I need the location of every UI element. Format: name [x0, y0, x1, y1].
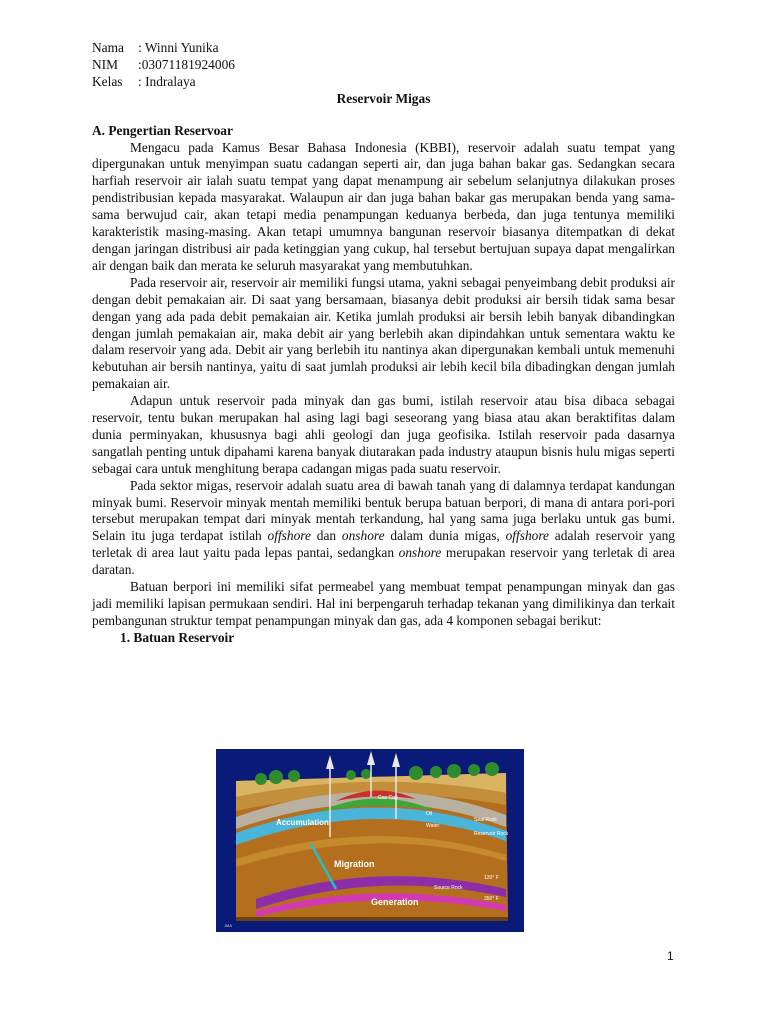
- document-title: Reservoir Migas: [336, 90, 431, 106]
- paragraph-3: Adapun untuk reservoir pada minyak dan gas bumi, istilah reservoir atau bisa dibaca sebagai reservoir, tentu bukan merupakan hal asing lagi bagi seseorang yang biasa atau akan beraktifitas dalam dunia perminyakan, khususnya bagi ahli geologi dan juga geofisika. Istilah reservoir pada dasarnya sangatlah penting untuk dipahami karena banyak diutarakan pada industry ataupun bisnis hulu migas seperti sebagai cara untuk menghitung berapa cadangan migas pada suatu reservoir.: [92, 393, 675, 476]
- section-heading: A. Pengertian Reservoar: [92, 122, 233, 138]
- paragraph-4: Pada sektor migas, reservoir adalah suatu area di bawah tanah yang di dalamnya terdapat kandungan minyak bumi. Reservoir minyak mentah memiliki bentuk berupa batuan berpori, di mana di antara pori-pori tersebut merupakan tempat dari minyak mentah terkandung, hal yang sama juga berlaku untuk gas bumi. Selain itu juga terdapat istilah offshore dan onshore dalam dunia migas, offshore adalah reservoir yang terletak di area laut yaitu pada lepas pantai, sedangkan onshore merupakan reservoir yang terletak di area daratan.: [92, 477, 675, 578]
- header-nim-row: [92, 57, 675, 74]
- label-generation: Generation: [371, 897, 419, 907]
- term-onshore: onshore: [398, 545, 442, 561]
- header-name-row: [92, 40, 675, 57]
- header-name-value: : Winni Yunika: [138, 40, 219, 55]
- label-reservoir-rock: Reservoir Rock: [474, 831, 509, 837]
- header-nim-key: NIM: [92, 56, 119, 72]
- document-page: [92, 40, 675, 647]
- label-seal-rock: Seal Rock: [474, 817, 497, 823]
- term-offshore: offshore: [505, 528, 549, 544]
- label-350f: 350° F: [484, 896, 499, 902]
- term-onshore: onshore: [341, 528, 385, 544]
- label-gas-cap: Gas Cap: [378, 795, 398, 801]
- figure-credit: JMA: [224, 923, 232, 928]
- paragraph-5: Batuan berpori ini memiliki sifat permeabel yang membuat tempat penampungan minyak dan gas jadi memiliki lapisan permukaan sendiri. Hal ini berpengaruh terhadap tekanan yang dimilikinya dan terkait pembangunan struktur tempat penampungan minyak dan gas, ada 4 komponen sebagai berikut:: [92, 579, 675, 628]
- reservoir-diagram: [216, 749, 524, 932]
- page-number: 1: [667, 949, 674, 963]
- label-accumulation: Accumulation: [276, 818, 329, 827]
- subheading: 1. Batuan Reservoir: [120, 629, 235, 645]
- header-name-key: Nama: [92, 40, 124, 55]
- label-water: Water: [426, 823, 440, 829]
- label-120f: 120° F: [484, 875, 499, 881]
- label-oil: Oil: [426, 811, 433, 817]
- label-migration: Migration: [334, 859, 375, 869]
- label-source-rock: Source Rock: [434, 885, 463, 891]
- paragraph-1: Mengacu pada Kamus Besar Bahasa Indonesia (KBBI), reservoir adalah suatu tempat yang dipergunakan untuk menyimpan suatu cadangan seperti air, dan juga bahan bakar gas. Sedangkan secara harfiah reservoir air ialah suatu tempat yang dapat menampung air sebelum selanjutnya dilakukan proses pendistribusian kepada masyarakat. Walaupun air dan juga bahan bakar gas merupakan benda yang sama-sama berwujud cair, akan tetapi media penampungan keduanya berbeda, dan juga tentunya memiliki karakteristik masing-masing. Akan tetapi umumnya bangunan reservoir biasanya ditempatkan di dekat dengan jaringan distribusi air pada ketinggian yang cukup, hal tersebut bertujuan supaya dapat mengalirkan air dengan baik dan merata ke seluruh masyarakat yang membutuhkan.: [92, 139, 675, 273]
- header-nim-value: :03071181924006: [138, 56, 235, 72]
- paragraph-2: Pada reservoir air, reservoir air memiliki fungsi utama, yakni sebagai penyeimbang debit produksi air dengan debit pemakaian air. Di saat yang bersamaan, biasanya debit produksi air bersih tidak sama besar dengan yang ada pada debit pemakaian air. Ketika jumlah produksi air bersih lebih banyak dibandingkan dengan jumlah pemakaian air, maka debit air yang berlebih akan dipindahkan untuk sementara waktu ke dalam reservoir yang ada. Debit air yang berlebih itu nantinya akan dipergunakan kembali untuk memenuhi kebutuhan air bersih nantinya, yaitu di saat jumlah produksi air lebih kecil bila dibadingkan dengan jumlah pemakaian air.: [92, 274, 675, 392]
- header-kelas-row: [92, 74, 675, 91]
- header-kelas-value: : Indralaya: [138, 73, 196, 89]
- header-kelas-key: Kelas: [92, 73, 123, 89]
- term-offshore: offshore: [267, 528, 311, 544]
